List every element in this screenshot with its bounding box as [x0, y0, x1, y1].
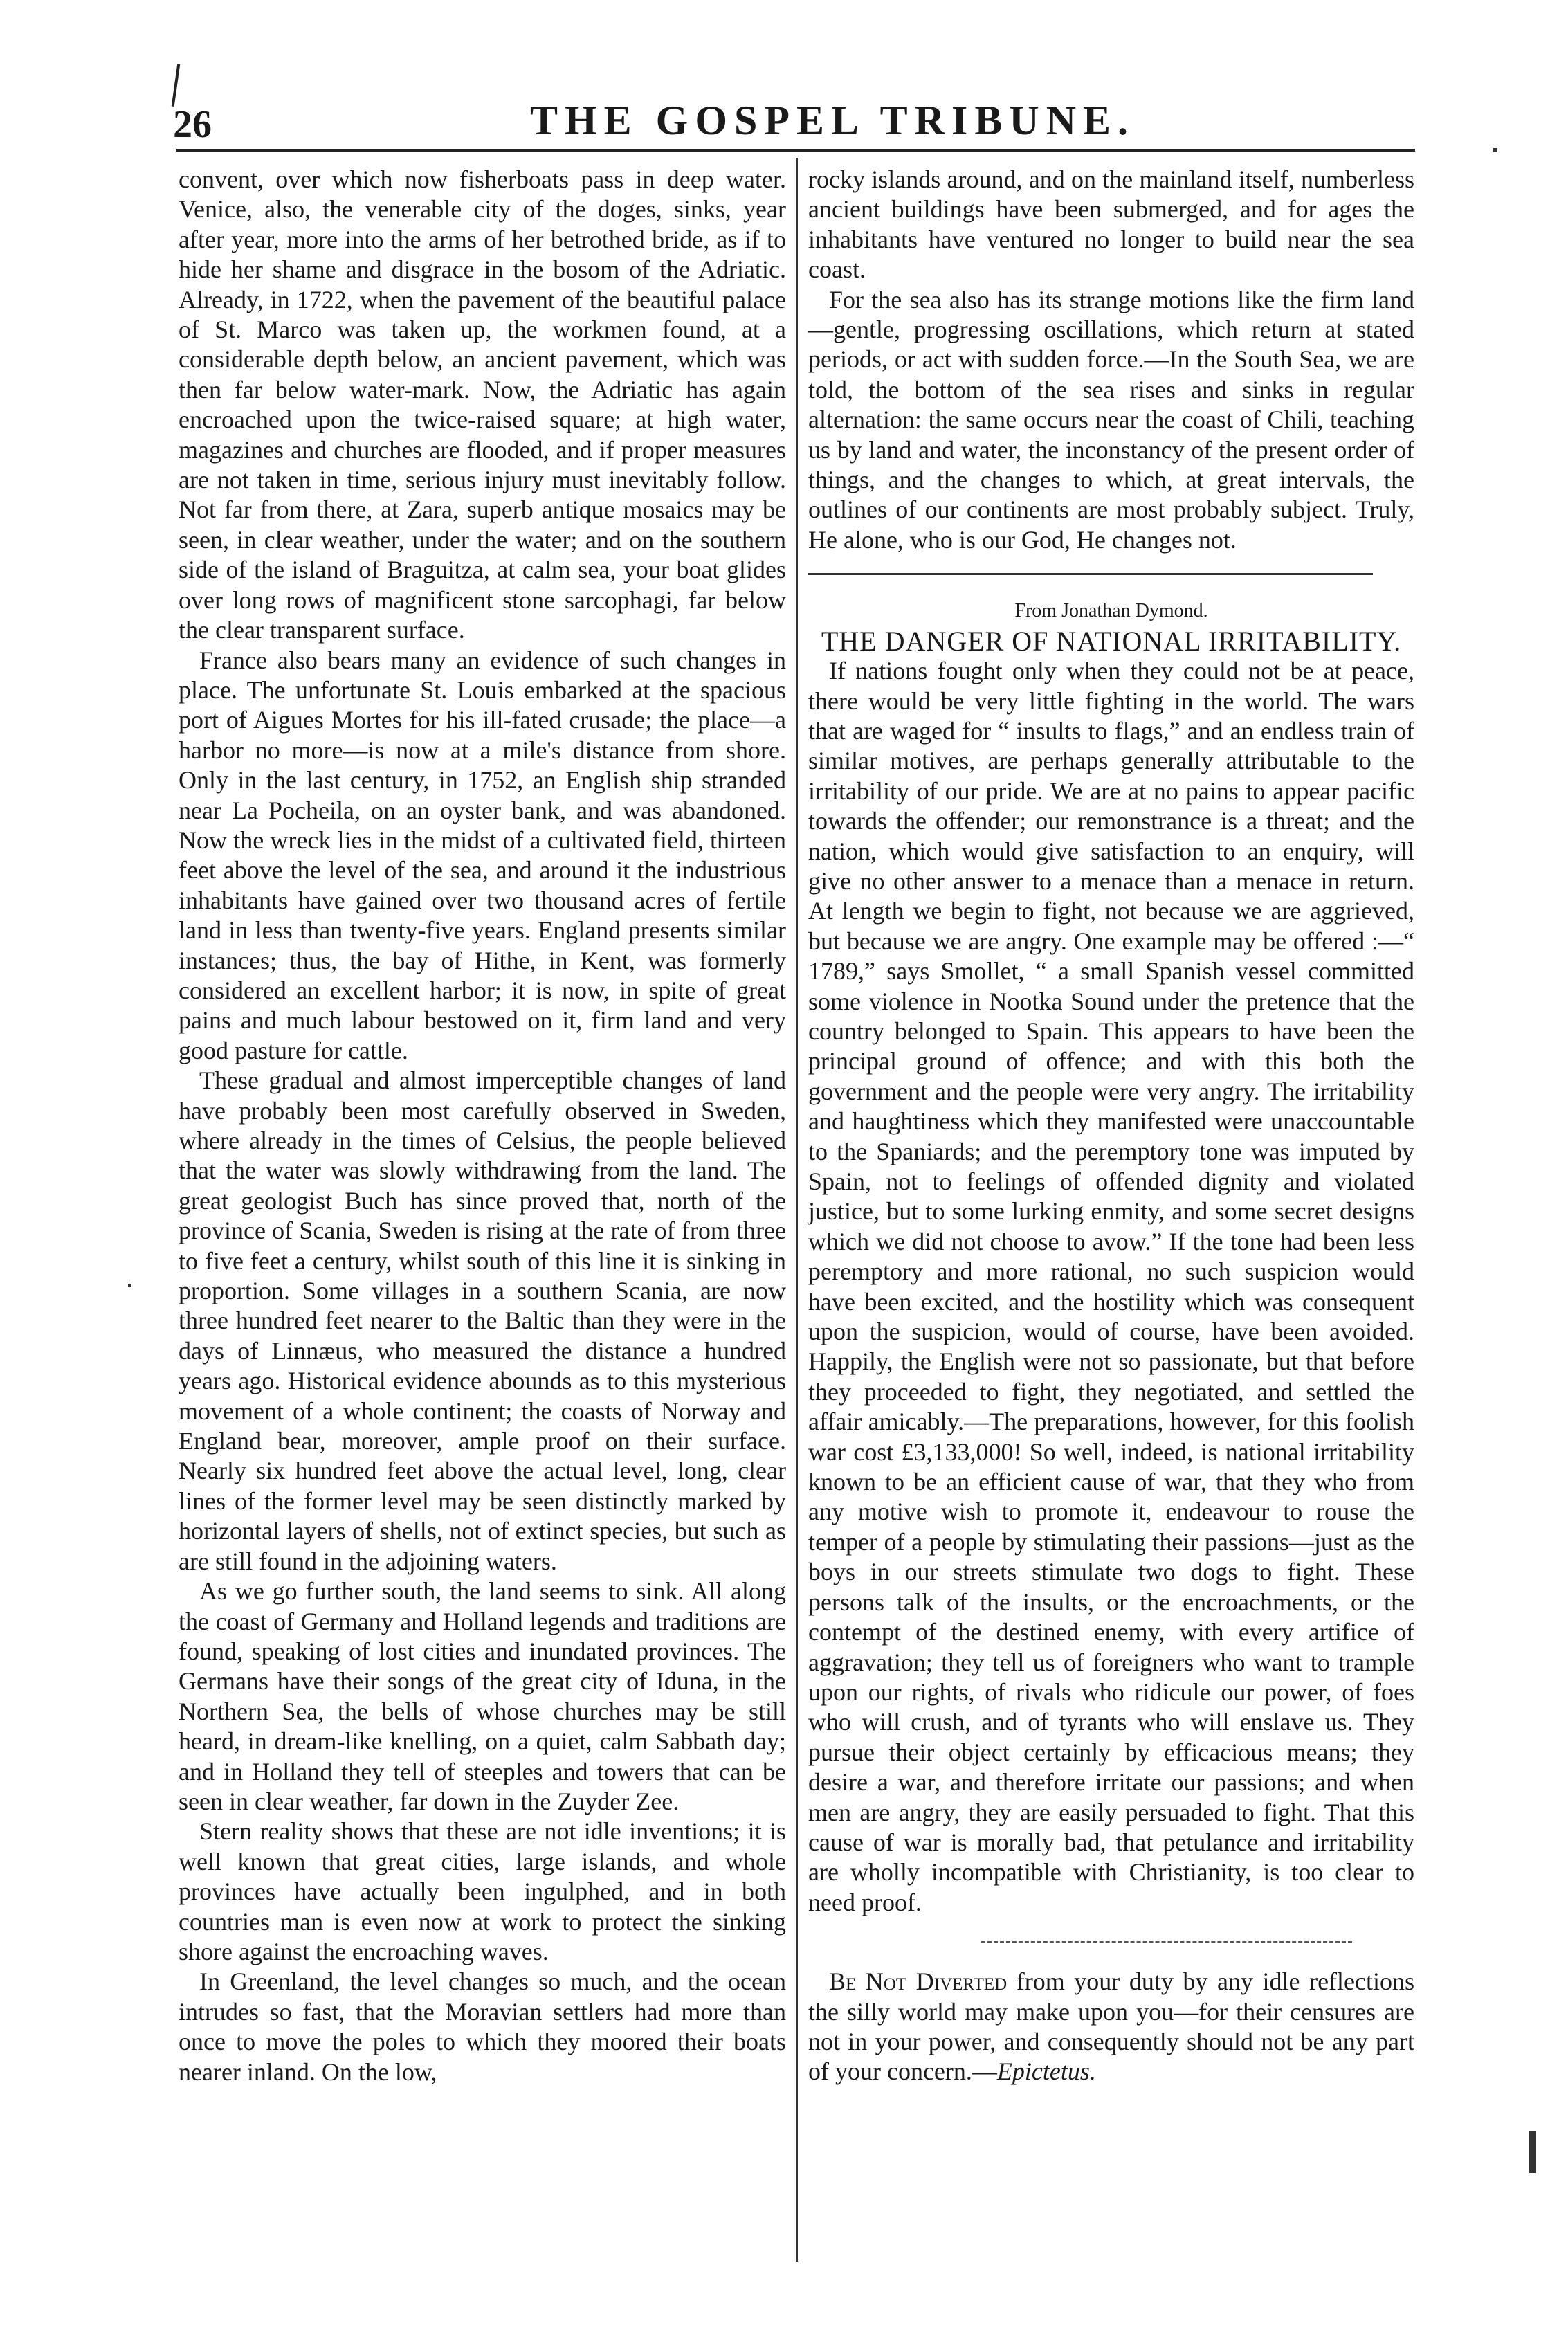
article-attribution: From Jonathan Dymond.: [1014, 600, 1208, 622]
section-rule: [808, 573, 1373, 575]
section-divider: [981, 1941, 1352, 1943]
paragraph: In Greenland, the level changes so much, and the ocean intrudes so fast, that the Moravian settlers had more than once to move the poles to which they moored their boats nearer inland. On the low,: [179, 1967, 786, 2086]
maxim-author: Epictetus.: [996, 2057, 1096, 2086]
margin-speck: [1529, 2131, 1536, 2173]
right-column: [808, 165, 1414, 2087]
running-title: THE GOSPEL TRIBUNE.: [529, 98, 1136, 143]
margin-speck: [128, 1284, 131, 1287]
paragraph: If nations fought only when they could not be at peace, there would be very little fighting in the world. The wars that are waged for “ insults to flags,” and an endless train of similar motives, are perhaps generally attributable to the irritability of our pride. We are at no pains to appear pacific towards the offender; our remonstrance is a threat; and the nation, which would give satisfaction to an enquiry, will give no other answer to a menace than a menace in return. At length we begin to fight, not because we are aggrieved, but because we are angry. One example may be offered :—“ 1789,” says Smollet, “ a small Spanish vessel committed some violence in Nootka Sound under the pretence that the country belonged to Spain. This appears to have been the principal ground of offence; and with this both the government and the people were very angry. The irritability and haughtiness which they manifested were unaccountable to the Spaniards; and the peremptory tone was imputed by Spain, not to feelings of offended dignity and violated justice, but to some lurking enmity, and some secret designs which we did not choose to avow.” If the tone had been less peremptory and more rational, no such suspicion would have been excited, and the hostility which was consequent upon the suspicion, would of course, have been avoided. Happily, the English were not so passionate, but that before they proceeded to fight, they negotiated, and settled the affair amicably.—The preparations, however, for this foolish war cost £3,133,000! So well, indeed, is national irritability known to be an efficient cause of war, that they who from any motive wish to promote it, endeavour to rouse the temper of a people by stimulating their passions—just as the boys in our streets stimulate two dogs to fight. These persons talk of the insults, or the encroachments, or the contempt of the destined enemy, with every artifice of aggravation; they tell us of foreigners who want to trample upon our rights, of rivals who ridicule our power, of foes who will crush, and of tyrants who will enslave us. They pursue their object certainly by efficacious means; they desire a war, and therefore irritate our passions; and when men are angry, they are easily persuaded to fight. That this cause of war is morally bad, that petulance and irritability are wholly incompatible with Christianity, is too clear to need proof.: [808, 657, 1414, 1916]
left-column: [179, 165, 786, 2087]
paragraph: Stern reality shows that these are not idle inventions; it is well known that great cities, large islands, and whole provinces have actually been ingulphed, and in both countries man is even now at work to protect the sinking shore against the encroaching waves.: [179, 1817, 786, 1965]
paragraph: convent, over which now fisherboats pass in deep water. Venice, also, the venerable city of the doges, sinks, year after year, more into the arms of her betrothed bride, as if to hide her shame and disgrace in the bosom of the Adriatic. Already, in 1722, when the pavement of the beautiful palace of St. Marco was taken up, the workmen found, at a considerable depth below, an ancient pavement, which was then far below water-mark. Now, the Adriatic has again encroached upon the twice-raised square; at high water, magazines and churches are flooded, and if proper measures are not taken in time, serious injury must inevitably follow. Not far from there, at Zara, superb antique mosaics may be seen, in clear weather, under the water; and on the southern side of the island of Braguitza, at calm sea, your boat glides over long rows of magnificent stone sarcophagi, far below the clear transparent surface.: [179, 165, 786, 644]
page-number: 26: [173, 103, 212, 146]
column-divider: [796, 158, 798, 2262]
header-rule: [176, 149, 1415, 152]
paragraph: rocky islands around, and on the mainland itself, numberless ancient buildings have been submerged, and for ages the inhabitants have ventured no longer to build near the sea coast.: [808, 165, 1414, 284]
paragraph: These gradual and almost imperceptible changes of land have probably been most carefully observed in Sweden, where already in the times of Celsius, the people believed that the water was slowly withdrawing from the land. The great geologist Buch has since proved that, north of the province of Scania, Sweden is rising at the rate of from three to five feet a century, whilst south of this line it is sinking in proportion. Some villages in a southern Scania, are now three hundred feet nearer to the Baltic than they were in the days of Linnæus, who measured the distance a hundred years ago. Historical evidence abounds as to this mysterious movement of a whole continent; the coasts of Norway and England bear, moreover, ample proof on their surface. Nearly six hundred feet above the actual level, long, clear lines of the former level may be seen distinctly marked by horizontal layers of shells, not of extinct species, but such as are still found in the adjoining waters.: [179, 1066, 786, 1575]
margin-speck: [1493, 148, 1497, 152]
paragraph: For the sea also has its strange motions like the firm land—gentle, progressing oscillations, which return at stated periods, or act with sudden force.—In the South Sea, we are told, the bottom of the sea rises and sinks in regular alternation: the same occurs near the coast of Chili, teaching us by land and water, the inconstancy of the present order of things, and the changes to which, at great intervals, the outlines of our continents are most probably subject. Truly, He alone, who is our God, He changes not.: [808, 285, 1414, 554]
maxim-lead: Be Not Diverted: [829, 1967, 1008, 1996]
paragraph: France also bears many an evidence of such changes in place. The unfortunate St. Louis embarked at the spacious port of Aigues Mortes for his ill-fated crusade; the place—a harbor no more—is now at a mile's distance from shore. Only in the last century, in 1752, an English ship stranded near La Pocheila, on an oyster bank, and was abandoned. Now the wreck lies in the midst of a cultivated field, thirteen feet above the level of the sea, and around it the industrious inhabitants have gained over two thousand acres of fertile land in less than twenty-five years. England presents similar instances; thus, the bay of Hithe, in Kent, was formerly considered an excellent harbor; it is now, in spite of great pains and much labour bestowed on it, firm land and very good pasture for cattle.: [179, 646, 786, 1064]
maxim-text: from your duty by any idle reflections the silly world may make upon you—for their censures are not in your power, and consequently should not be any part of your concern.—: [808, 1967, 1415, 2086]
maxim-paragraph: [808, 1967, 1414, 2087]
paragraph: As we go further south, the land seems to sink. All along the coast of Germany and Holland legends and traditions are found, speaking of lost cities and inundated provinces. The Germans have their songs of the great city of Iduna, in the Northern Sea, the bells of whose churches may be still heard, in dream-like knelling, on a quiet, calm Sabbath day; and in Holland they tell of steeples and towers that can be seen in clear weather, far down in the Zuyder Zee.: [179, 1577, 786, 1815]
article-title: THE DANGER OF NATIONAL IRRITABILITY.: [821, 625, 1402, 657]
